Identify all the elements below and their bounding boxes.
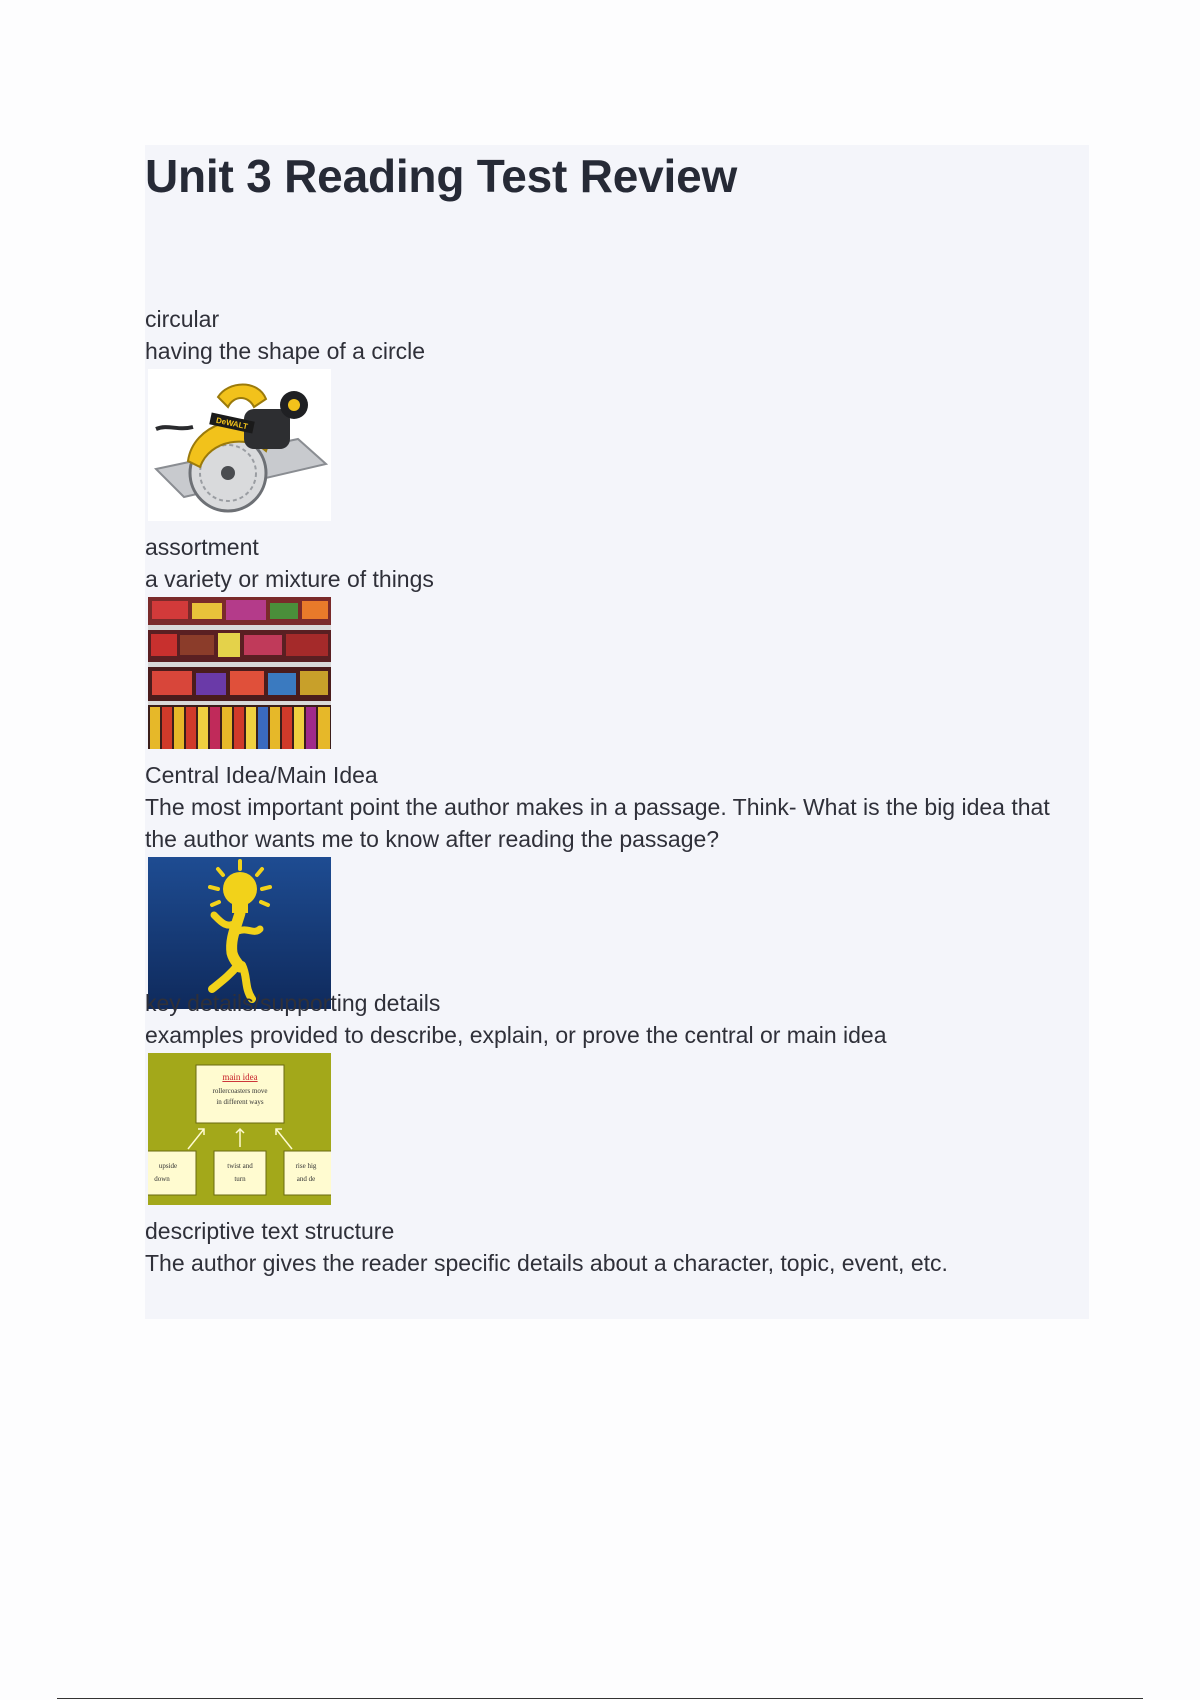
term: Central Idea/Main Idea	[145, 762, 378, 788]
diagram-left-text-2: down	[154, 1175, 170, 1183]
term-entry-key-details	[145, 987, 1065, 1205]
diagram-main-text-1: rollercoasters move	[212, 1087, 268, 1095]
saw-brand-label: DeWALT	[215, 415, 249, 432]
term-entry-assortment	[145, 531, 1065, 749]
main-idea-diagram-image	[148, 1053, 331, 1205]
page-title: Unit 3 Reading Test Review	[145, 150, 738, 202]
review-panel	[145, 145, 1089, 1319]
diagram-mid-text-1: twist and	[227, 1162, 253, 1170]
term: assortment	[145, 534, 259, 560]
diagram-right-text-2: and de	[296, 1175, 316, 1183]
term: circular	[145, 306, 220, 332]
term-entry-descriptive-text-structure	[145, 1215, 1065, 1279]
definition: a variety or mixture of things	[145, 566, 434, 592]
term-entry-circular	[145, 303, 1065, 521]
footer-rule	[57, 1698, 1143, 1699]
definition: having the shape of a circle	[145, 338, 426, 364]
term: descriptive text structure	[145, 1218, 395, 1244]
diagram-main-title: main idea	[222, 1072, 258, 1082]
term-entry-central-idea	[145, 759, 1065, 1009]
diagram-right-text-1: rise hig	[295, 1162, 317, 1170]
circular-saw-image	[148, 369, 331, 521]
term: key details/supporting details	[145, 990, 441, 1016]
definition: The most important point the author makes in a passage. Think- What is the big idea that the author wants me to know after reading the passage?	[145, 794, 1050, 852]
definition: The author gives the reader specific details about a character, topic, event, etc.	[145, 1250, 948, 1276]
definition: examples provided to describe, explain, or prove the central or main idea	[145, 1022, 887, 1048]
diagram-left-text-1: upside	[158, 1162, 178, 1170]
diagram-mid-text-2: turn	[234, 1175, 246, 1183]
candy-shelf-image	[148, 597, 331, 749]
diagram-main-text-2: in different ways	[216, 1098, 264, 1106]
